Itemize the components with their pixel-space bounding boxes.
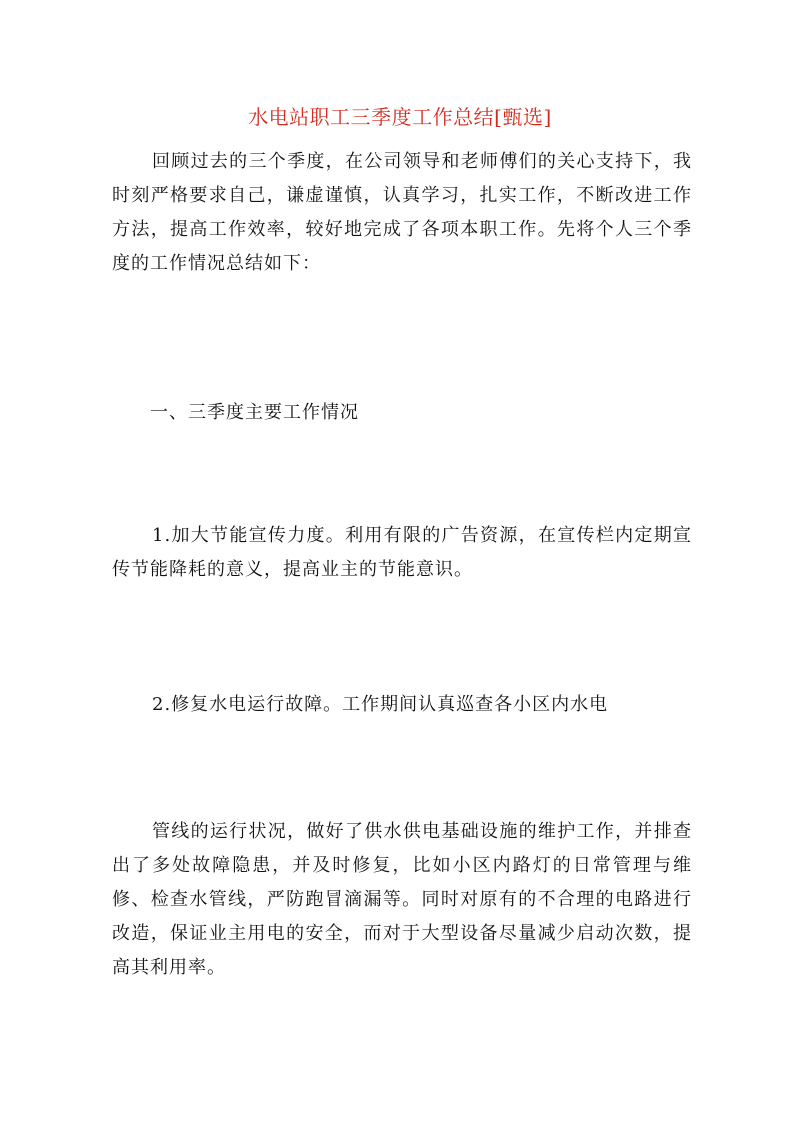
item-2-paragraph: 2.修复水电运行故障。工作期间认真巡查各小区内水电	[152, 694, 609, 715]
item-2-continued-paragraph: 管线的运行状况，做好了供水供电基础设施的维护工作，并排查出了多处故障隐患，并及时修复，比如小区内路灯的日常管理与维修、检查水管线，严防跑冒滴漏等。同时对原有的不合理的电路进行改造，保证业主用电的安全，而对于大型设备尽量减少启动次数，提高其利用率。	[112, 821, 692, 978]
document-title: 水电站职工三季度工作总结[甄选]	[248, 105, 552, 129]
section-heading: 一、三季度主要工作情况	[150, 402, 359, 423]
item-1-paragraph: 1.加大节能宣传力度。利用有限的广告资源，在宣传栏内定期宣传节能降耗的意义，提高业主的节能意识。	[112, 525, 692, 580]
intro-paragraph: 回顾过去的三个季度，在公司领导和老师傅们的关心支持下，我时刻严格要求自己，谦虚谨慎，认真学习，扎实工作，不断改进工作方法，提高工作效率，较好地完成了各项本职工作。先将个人三个季度的工作情况总结如下：	[112, 151, 692, 274]
